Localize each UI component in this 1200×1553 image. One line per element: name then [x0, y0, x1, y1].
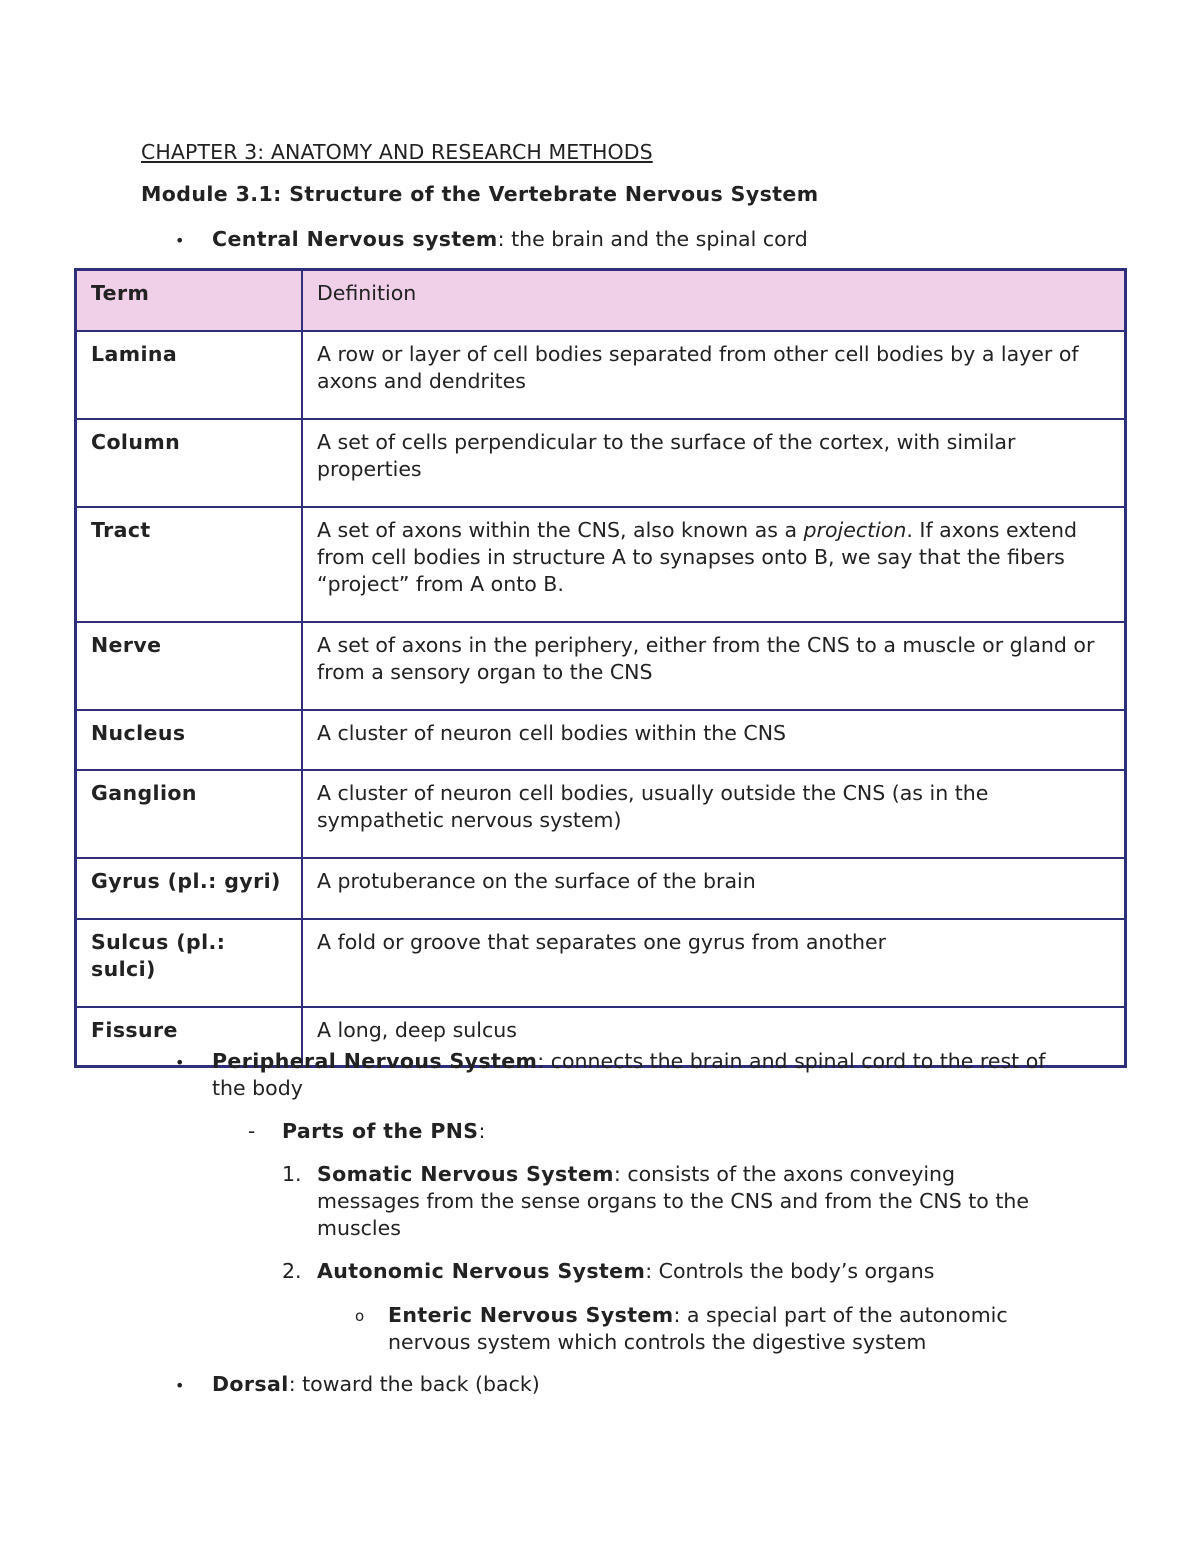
dorsal-text — [212, 1371, 540, 1398]
term-cell: Nerve — [76, 622, 303, 710]
definition-cell — [302, 507, 1126, 622]
table-row — [76, 507, 1126, 622]
autonomic-term: Autonomic Nervous System — [317, 1259, 646, 1283]
table-row — [76, 419, 1126, 507]
enteric-text — [388, 1302, 1048, 1356]
module-title: Module 3.1: Structure of the Vertebrate Nervous System — [141, 182, 819, 206]
bullet-marker: • — [175, 231, 185, 250]
term-cell: Ganglion — [76, 770, 303, 858]
term-cell: Lamina — [76, 331, 303, 419]
pns-term: Peripheral Nervous System — [212, 1049, 538, 1073]
somatic-text — [317, 1161, 1042, 1242]
table-row — [76, 858, 1126, 919]
table-row — [76, 331, 1126, 419]
pns-parts-colon: : — [478, 1119, 486, 1143]
cns-definition: : the brain and the spinal cord — [497, 227, 808, 251]
definition-cell: A set of axons in the periphery, either from the CNS to a muscle or gland or from a sensory organ to the CNS — [302, 622, 1126, 710]
definition-cell: A set of cells perpendicular to the surface of the cortex, with similar properties — [302, 419, 1126, 507]
table-row — [76, 770, 1126, 858]
cns-text — [212, 226, 808, 253]
definition-cell: A cluster of neuron cell bodies within the CNS — [302, 710, 1126, 770]
definition-cell: A long, deep sulcus — [302, 1007, 1126, 1067]
term-cell: Gyrus (pl.: gyri) — [76, 858, 303, 919]
sub-marker: o — [355, 1307, 365, 1325]
term-cell: Nucleus — [76, 710, 303, 770]
dash-marker: - — [248, 1119, 256, 1143]
pns-text — [212, 1048, 1062, 1102]
dorsal-term: Dorsal — [212, 1372, 289, 1396]
table-row — [76, 919, 1126, 1007]
pns-parts-label: Parts of the PNS — [282, 1119, 479, 1143]
definition-text: . If axons extend from cell bodies in structure A to synapses onto B, we say that the fibers “project” from A onto B. — [317, 518, 1078, 596]
definition-cell: A protuberance on the surface of the brain — [302, 858, 1126, 919]
header-definition: Definition — [302, 270, 1126, 332]
dorsal-definition: : toward the back (back) — [288, 1372, 540, 1396]
definition-cell: A cluster of neuron cell bodies, usually outside the CNS (as in the sympathetic nervous system) — [302, 770, 1126, 858]
cns-term: Central Nervous system — [212, 227, 498, 251]
pns-parts-text — [282, 1118, 485, 1145]
enteric-term: Enteric Nervous System — [388, 1303, 674, 1327]
header-term: Term — [76, 270, 303, 332]
table-header-row — [76, 270, 1126, 332]
terms-table — [74, 268, 1127, 1068]
list-number: 1. — [282, 1162, 302, 1186]
definition-emphasis: projection — [803, 518, 907, 542]
chapter-title: CHAPTER 3: ANATOMY AND RESEARCH METHODS — [141, 140, 653, 164]
term-cell: Tract — [76, 507, 303, 622]
somatic-term: Somatic Nervous System — [317, 1162, 614, 1186]
bullet-marker: • — [175, 1376, 185, 1395]
autonomic-text — [317, 1258, 934, 1285]
autonomic-definition: : Controls the body’s organs — [645, 1259, 935, 1283]
term-cell: Fissure — [76, 1007, 303, 1067]
table-row — [76, 710, 1126, 770]
term-cell: Column — [76, 419, 303, 507]
table-row — [76, 622, 1126, 710]
definition-text: A set of axons within the CNS, also known as a — [317, 518, 804, 542]
term-cell: Sulcus (pl.: sulci) — [76, 919, 303, 1007]
pns-definition: : connects the brain and spinal cord to the rest of the body — [212, 1049, 1046, 1100]
list-number: 2. — [282, 1259, 302, 1283]
definition-cell: A fold or groove that separates one gyrus from another — [302, 919, 1126, 1007]
definition-cell: A row or layer of cell bodies separated from other cell bodies by a layer of axons and dendrites — [302, 331, 1126, 419]
bullet-marker: • — [175, 1053, 185, 1072]
somatic-definition: : consists of the axons conveying messages from the sense organs to the CNS and from the CNS to the muscles — [317, 1162, 1029, 1240]
enteric-definition: : a special part of the autonomic nervous system which controls the digestive system — [388, 1303, 1008, 1354]
